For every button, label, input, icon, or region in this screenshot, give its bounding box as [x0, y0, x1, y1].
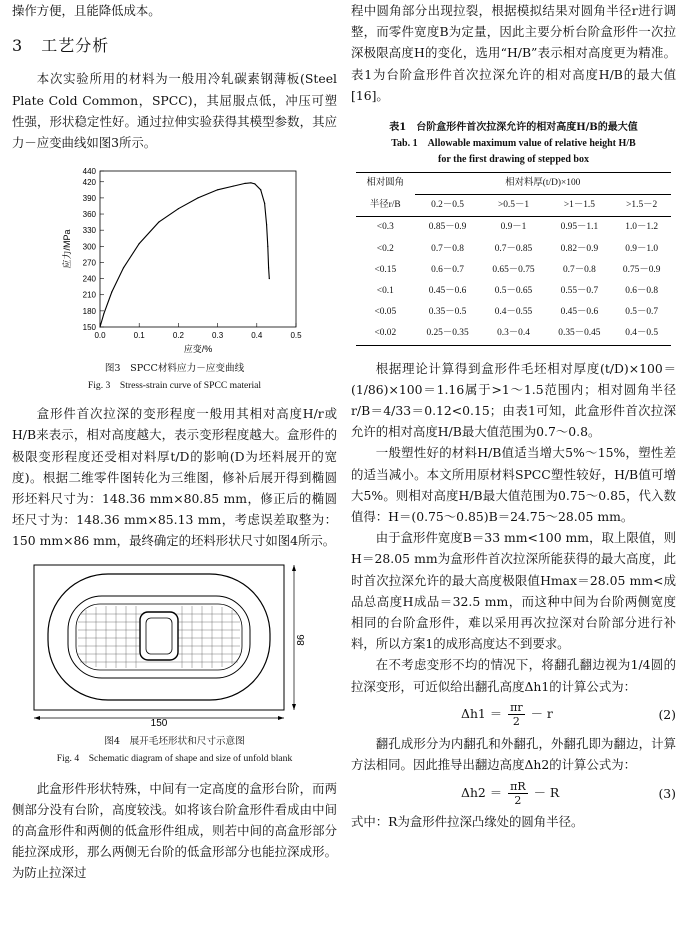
- table-header: 相对圆角: [356, 173, 415, 195]
- table-cell: 0.9－1.0: [625, 243, 659, 254]
- table-row: [356, 260, 671, 281]
- equation-2: [351, 697, 676, 733]
- data-point: [260, 189, 261, 190]
- y-tick-label: 210: [82, 290, 96, 300]
- table-cell: 1.0－1.2: [625, 222, 659, 233]
- figure-caption-en: Fig. 4 Schematic diagram of shape and size of unfold blank: [56, 752, 293, 764]
- x-tick-label: 0.0: [94, 331, 106, 341]
- table-row: [356, 281, 671, 302]
- paragraph: 一般塑性好的材料H/B值适当增大5%～15%，塑性差的适当减小。本文所用原材料SPCC塑性较好，H/B值可增大5%。则相对高度H/B最大值范围为0.75～0.85，代入数值得：H＝(0.75～0.85)B＝24.75～28.05 mm。: [351, 445, 676, 525]
- table-row: [356, 217, 671, 239]
- paragraph: 程中圆角部分出现拉裂，根据模拟结果对圆角半径r进行调整，而零件宽度B为定量，因此主要分析台阶盒形件一次拉深极限高度H的变化，选用“H/B”表示相对高度更为精准。表1为台阶盒形件首次拉深允许的相对高度H/B的最大值[16]。: [351, 3, 676, 103]
- table-cell: <0.15: [374, 264, 397, 275]
- x-tick-label: 0.1: [133, 331, 145, 341]
- y-tick-label: 420: [82, 177, 96, 187]
- paragraph: 操作方便，且能降低成本。: [12, 3, 161, 18]
- y-axis-label: 应力/MPa: [62, 229, 72, 269]
- paragraph: 翻孔成形分为内翻孔和外翻孔，外翻孔即为翻边，计算方法相同。因此推导出翻边高度Δh2的计算公式为：: [351, 735, 676, 773]
- table-cell: 0.7－0.85: [494, 243, 533, 254]
- paragraph: 式中：R为盒形件拉深凸缘处的圆角半径。: [351, 814, 584, 830]
- y-tick-label: 150: [82, 323, 96, 333]
- figure-caption: 图4 展开毛坯形状和尺寸示意图: [104, 735, 245, 747]
- dimension-width: 150: [150, 717, 168, 728]
- table-cell: 0.45－0.6: [428, 286, 467, 297]
- table-caption: 表1 台阶盒形件首次拉深允许的相对高度H/B的最大值: [389, 122, 638, 134]
- table-cell: 0.85－0.9: [428, 222, 467, 233]
- equation-tail: － R: [533, 784, 560, 800]
- table-col-header: >1.5－2: [612, 195, 671, 217]
- x-axis-label: 应变/%: [183, 344, 213, 355]
- section-heading: [12, 35, 337, 56]
- section-title: 工艺分析: [41, 36, 110, 56]
- y-tick-label: 390: [82, 194, 96, 204]
- table-cell: <0.02: [356, 323, 415, 345]
- plot-frame: [100, 171, 296, 327]
- table-header: 半径r/B: [356, 195, 415, 217]
- data-point: [139, 243, 140, 244]
- table-cell: 0.95－1.1: [560, 222, 599, 233]
- table-col-header: >0.5－1: [481, 195, 547, 217]
- table-cell: 0.9－1: [500, 222, 527, 233]
- equation-lhs: Δh1 ＝: [461, 706, 503, 722]
- data-point: [269, 278, 270, 279]
- table-cell: 0.25－0.35: [415, 323, 481, 345]
- paragraph: 根据理论计算得到盒形件毛坯相对厚度(t/D)×100＝(1/86)×100＝1.16属于>1～1.5范围内；相对圆角半径r/B＝4/33＝0.12<0.15；由表1可知，此盒形件首次拉深允许的相对高度H/B最大值范围为0.7～0.8。: [351, 360, 676, 440]
- table-cell: 0.4－0.5: [612, 323, 671, 345]
- data-point: [267, 246, 268, 247]
- table-cell: 0.82－0.9: [560, 243, 599, 254]
- equation-fraction: $\frac{\pi r}{2}$: [510, 701, 523, 729]
- paragraph: 盒形件首次拉深的变形程度一般用其相对高度H/r或H/B来表示，相对高度越大，表示变形程度越大。盒形件的极限变形程度还受相对料厚t/D的影响(D为坯料展开的宽度)。根据二维零件图转化为三维图，修补后展开得到椭圆形坯料尺寸为：148.36 mm×80.85 mm，修正后的椭圆坯尺寸为：148.36 mm×85.13 mm，考虑误差取整为：150 mm×86 mm，最终确定的坯料形状尺寸如图4所示。: [12, 406, 337, 549]
- max-relative-height-table: [356, 172, 671, 346]
- table-row: [356, 302, 671, 323]
- equation-fraction: $\frac{\pi R}{2}$: [510, 779, 526, 807]
- y-tick-label: 180: [82, 307, 96, 317]
- equation-lhs: Δh2 ＝: [461, 784, 503, 800]
- data-point: [197, 198, 198, 199]
- left-column: [12, 0, 337, 884]
- data-point: [111, 292, 112, 293]
- table-caption-en: for the first drawing of stepped box: [438, 154, 589, 166]
- table-cell: <0.2: [376, 243, 394, 254]
- data-point: [250, 182, 251, 183]
- table-cell: 0.6－0.7: [431, 264, 464, 275]
- data-point: [99, 327, 100, 328]
- table-cell: 0.75－0.9: [622, 264, 661, 275]
- paragraph: 在不考虑变形不均的情况下，将翻孔翻边视为1/4圆的拉深变形，可近似给出翻孔高度Δh1的计算公式为：: [351, 657, 676, 694]
- data-point: [266, 224, 267, 225]
- x-tick-label: 0.4: [251, 331, 263, 341]
- table-cell: 0.7－0.8: [431, 243, 464, 254]
- y-tick-label: 330: [82, 226, 96, 236]
- table-col-header: >1－1.5: [546, 195, 612, 217]
- table-header: 相对料厚(t/D)×100: [415, 173, 671, 195]
- y-tick-label: 360: [82, 210, 96, 220]
- paragraph: 此盒形件形状特殊，中间有一定高度的盒形台阶，而两侧部分没有台阶，高度较浅。如将该台阶盒形件看成由中间的高盒形件和两侧的低盒形件组成，则若中间的高盒形部分能拉深成形，那么两侧无台阶的低盒形部分也能拉深成形。为防止拉深过: [12, 780, 337, 881]
- table-col-header: 0.2－0.5: [415, 195, 481, 217]
- data-point: [244, 183, 245, 184]
- table-row: [356, 239, 671, 260]
- data-point: [158, 222, 159, 223]
- data-point: [178, 208, 179, 209]
- stress-strain-chart: [12, 159, 337, 359]
- equation-tail: － r: [530, 706, 553, 722]
- data-point: [233, 186, 234, 187]
- table-cell: 0.65－0.75: [492, 264, 535, 275]
- figure-caption-en: Fig. 3 Stress-strain curve of SPCC material: [87, 380, 262, 392]
- table-caption-en: Tab. 1 Allowable maximum value of relative height H/B: [391, 138, 636, 150]
- figure-caption: 图3 SPCC材料应力－应变曲线: [104, 363, 245, 375]
- table-cell: 0.7－0.8: [562, 264, 596, 275]
- paragraph: 本次实验所用的材料为一般用冷轧碳素钢薄板(Steel Plate Cold Common，SPCC)，其屈服点低，冲压可塑性强，形状稳定性好。通过拉伸实验获得其模型参数，其应力－应变曲线如图3所示。: [12, 71, 337, 151]
- data-point: [264, 203, 265, 204]
- x-tick-label: 0.5: [290, 331, 302, 341]
- y-tick-label: 300: [82, 242, 96, 252]
- table-row: [356, 323, 671, 345]
- paragraph: 由于盒形件宽度B＝33 mm<100 mm，取上限值，则H＝28.05 mm为盒形件首次拉深所能获得的最大高度，此时首次拉深允许的最大高度极限值Hmax＝28.05 mm<成品总高度H成品＝32.5 mm，而这种中间为台阶两侧宽度相同的台阶盒形件，难以采用再次拉深对台阶部分进行补料，所以方案1的成形高度达不到要求。: [351, 530, 676, 652]
- equation-3: [351, 775, 676, 811]
- section-number: 3: [12, 36, 24, 56]
- y-tick-label: 270: [82, 258, 96, 268]
- table-cell: 0.6－0.8: [625, 286, 659, 297]
- table-cell: 0.5－0.7: [625, 307, 659, 318]
- table-cell: <0.1: [376, 286, 394, 297]
- data-point: [123, 267, 124, 268]
- table-cell: 0.35－0.5: [428, 307, 467, 318]
- equation-number: (3): [658, 785, 676, 801]
- stress-strain-curve: [100, 183, 269, 327]
- table-cell: 0.5－0.65: [494, 286, 533, 297]
- equation-number: (2): [658, 707, 676, 723]
- x-tick-label: 0.3: [212, 331, 224, 341]
- table-cell: 0.3－0.4: [481, 323, 547, 345]
- y-tick-label: 440: [82, 167, 96, 177]
- y-tick-label: 240: [82, 274, 96, 284]
- blank-shape-diagram: [12, 560, 337, 728]
- dimension-height: 86: [296, 634, 307, 646]
- table-cell: 0.45－0.6: [560, 307, 599, 318]
- table-cell: 0.35－0.45: [546, 323, 612, 345]
- table-cell: <0.3: [376, 222, 394, 233]
- table-cell: <0.05: [374, 307, 397, 318]
- table-cell: 0.55－0.7: [560, 286, 599, 297]
- x-tick-label: 0.2: [172, 331, 184, 341]
- data-point: [268, 267, 269, 268]
- data-point: [103, 313, 104, 314]
- table-cell: 0.4－0.55: [494, 307, 533, 318]
- data-point: [217, 189, 218, 190]
- data-point: [254, 184, 255, 185]
- right-column: [351, 0, 676, 833]
